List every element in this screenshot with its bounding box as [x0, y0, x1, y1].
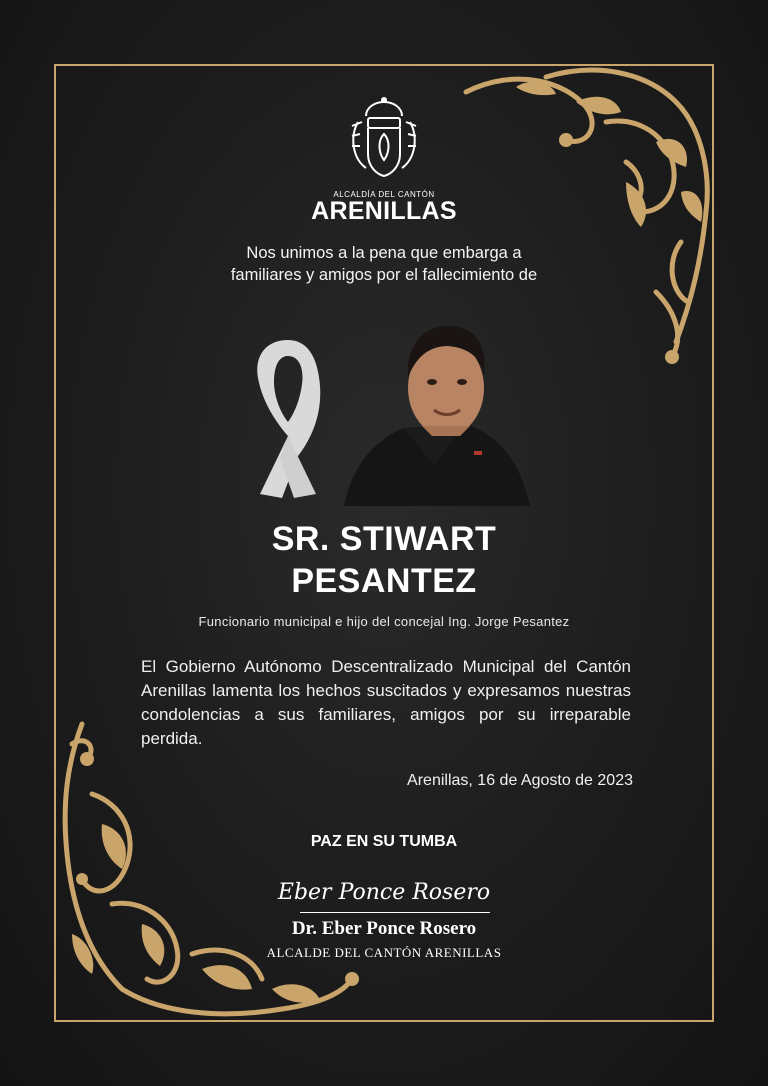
deceased-name: [0, 518, 768, 602]
deceased-role: Funcionario municipal e hijo del concejal Ing. Jorge Pesantez: [198, 614, 570, 629]
signature-line: [300, 912, 490, 913]
signer-name: Dr. Eber Ponce Rosero: [291, 918, 477, 939]
intro-text: [0, 242, 768, 286]
closing-phrase: PAZ EN SU TUMBA: [310, 833, 458, 850]
municipal-coat-of-arms-icon: [344, 96, 424, 182]
signer-title: ALCALDE DEL CANTÓN ARENILLAS: [266, 945, 502, 960]
handwritten-signature: Eber Ponce Rosero: [277, 880, 491, 905]
condolence-message: El Gobierno Autónomo Descentralizado Municipal del Cantón Arenillas lamenta los hechos suscitados y expresamos nuestras condolencias a sus familiares, amigos por su irreparable perdida.: [141, 657, 631, 748]
logo-name: ARENILLAS: [311, 197, 457, 225]
deceased-name-line-2: PESANTEZ: [291, 562, 477, 600]
intro-line-2: familiares y amigos por el fallecimiento de: [230, 266, 538, 284]
mourning-ribbon-icon: [240, 334, 336, 500]
bottom-left-ornament-icon: [52, 704, 362, 1024]
logo-subtitle: ALCALDÍA DEL CANTÓN: [333, 190, 435, 199]
place-date: Arenillas, 16 de Agosto de 2023: [407, 772, 633, 789]
deceased-name-line-1: SR. STIWART: [271, 520, 497, 558]
intro-line-1: Nos unimos a la pena que embarga a: [246, 244, 522, 262]
deceased-portrait: [334, 316, 534, 506]
